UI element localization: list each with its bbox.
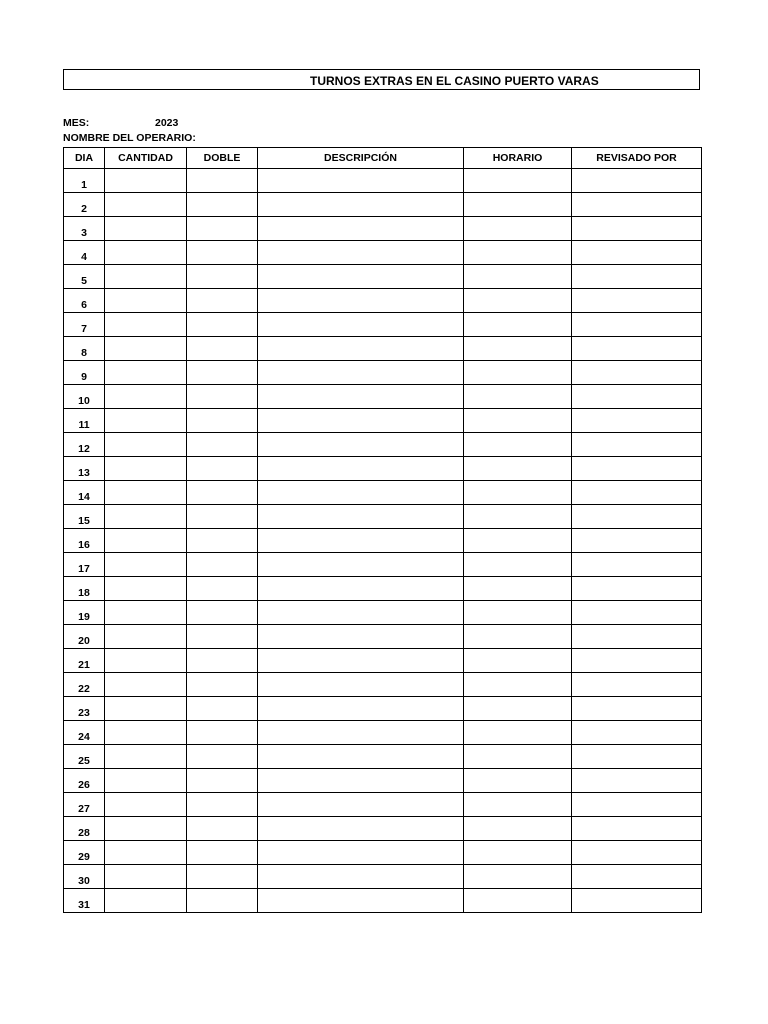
descripcion-cell[interactable] <box>258 457 464 481</box>
descripcion-cell[interactable] <box>258 481 464 505</box>
day-number: 11 <box>64 409 105 433</box>
revisado-por-cell[interactable] <box>572 193 702 217</box>
horario-cell[interactable] <box>464 361 572 385</box>
horario-cell[interactable] <box>464 769 572 793</box>
doble-cell[interactable] <box>187 193 258 217</box>
horario-cell[interactable] <box>464 313 572 337</box>
doble-cell[interactable] <box>187 265 258 289</box>
revisado-por-cell[interactable] <box>572 265 702 289</box>
descripcion-cell[interactable] <box>258 697 464 721</box>
table-row <box>64 241 702 265</box>
revisado-por-cell[interactable] <box>572 553 702 577</box>
cantidad-cell[interactable] <box>105 769 187 793</box>
descripcion-cell[interactable] <box>258 769 464 793</box>
cantidad-cell[interactable] <box>105 457 187 481</box>
horario-cell[interactable] <box>464 889 572 913</box>
day-number: 25 <box>64 745 105 769</box>
revisado-por-cell[interactable] <box>572 529 702 553</box>
doble-cell[interactable] <box>187 505 258 529</box>
descripcion-cell[interactable] <box>258 193 464 217</box>
table-row <box>64 529 702 553</box>
table-row <box>64 361 702 385</box>
doble-cell[interactable] <box>187 409 258 433</box>
horario-cell[interactable] <box>464 601 572 625</box>
doble-cell[interactable] <box>187 721 258 745</box>
revisado-por-cell[interactable] <box>572 889 702 913</box>
revisado-por-cell[interactable] <box>572 769 702 793</box>
revisado-por-cell[interactable] <box>572 745 702 769</box>
cantidad-cell[interactable] <box>105 865 187 889</box>
revisado-por-cell[interactable] <box>572 841 702 865</box>
cantidad-cell[interactable] <box>105 673 187 697</box>
table-row <box>64 625 702 649</box>
doble-cell[interactable] <box>187 385 258 409</box>
horario-cell[interactable] <box>464 793 572 817</box>
horario-cell[interactable] <box>464 481 572 505</box>
horario-cell[interactable] <box>464 817 572 841</box>
revisado-por-cell[interactable] <box>572 793 702 817</box>
table-row <box>64 169 702 193</box>
day-number: 13 <box>64 457 105 481</box>
revisado-por-cell[interactable] <box>572 169 702 193</box>
doble-cell[interactable] <box>187 457 258 481</box>
descripcion-cell[interactable] <box>258 529 464 553</box>
column-header-cantidad: CANTIDAD <box>105 148 187 169</box>
cantidad-cell[interactable] <box>105 841 187 865</box>
horario-cell[interactable] <box>464 505 572 529</box>
doble-cell[interactable] <box>187 793 258 817</box>
doble-cell[interactable] <box>187 865 258 889</box>
column-header-dia: DIA <box>64 148 105 169</box>
table-row <box>64 841 702 865</box>
table-row <box>64 577 702 601</box>
table-row <box>64 217 702 241</box>
horario-cell[interactable] <box>464 337 572 361</box>
revisado-por-cell[interactable] <box>572 865 702 889</box>
descripcion-cell[interactable] <box>258 505 464 529</box>
cantidad-cell[interactable] <box>105 241 187 265</box>
revisado-por-cell[interactable] <box>572 337 702 361</box>
revisado-por-cell[interactable] <box>572 625 702 649</box>
cantidad-cell[interactable] <box>105 601 187 625</box>
table-row <box>64 337 702 361</box>
column-header-doble: DOBLE <box>187 148 258 169</box>
table-row <box>64 793 702 817</box>
day-number: 16 <box>64 529 105 553</box>
descripcion-cell[interactable] <box>258 889 464 913</box>
doble-cell[interactable] <box>187 745 258 769</box>
cantidad-cell[interactable] <box>105 169 187 193</box>
doble-cell[interactable] <box>187 769 258 793</box>
shifts-table <box>63 147 702 913</box>
descripcion-cell[interactable] <box>258 601 464 625</box>
descripcion-cell[interactable] <box>258 721 464 745</box>
revisado-por-cell[interactable] <box>572 721 702 745</box>
descripcion-cell[interactable] <box>258 217 464 241</box>
page-title: TURNOS EXTRAS EN EL CASINO PUERTO VARAS <box>310 74 599 88</box>
revisado-por-cell[interactable] <box>572 601 702 625</box>
horario-cell[interactable] <box>464 289 572 313</box>
doble-cell[interactable] <box>187 553 258 577</box>
column-header-descripcion: DESCRIPCIÓN <box>258 148 464 169</box>
descripcion-cell[interactable] <box>258 169 464 193</box>
doble-cell[interactable] <box>187 337 258 361</box>
horario-cell[interactable] <box>464 697 572 721</box>
revisado-por-cell[interactable] <box>572 577 702 601</box>
table-row <box>64 769 702 793</box>
descripcion-cell[interactable] <box>258 265 464 289</box>
cantidad-cell[interactable] <box>105 265 187 289</box>
cantidad-cell[interactable] <box>105 217 187 241</box>
table-row <box>64 265 702 289</box>
table-row <box>64 505 702 529</box>
column-header-horario: HORARIO <box>464 148 572 169</box>
descripcion-cell[interactable] <box>258 361 464 385</box>
day-number: 15 <box>64 505 105 529</box>
horario-cell[interactable] <box>464 577 572 601</box>
table-row <box>64 193 702 217</box>
cantidad-cell[interactable] <box>105 505 187 529</box>
doble-cell[interactable] <box>187 625 258 649</box>
horario-cell[interactable] <box>464 529 572 553</box>
table-row <box>64 889 702 913</box>
table-row <box>64 289 702 313</box>
horario-cell[interactable] <box>464 625 572 649</box>
day-number: 24 <box>64 721 105 745</box>
horario-cell[interactable] <box>464 241 572 265</box>
cantidad-cell[interactable] <box>105 361 187 385</box>
descripcion-cell[interactable] <box>258 577 464 601</box>
day-number: 20 <box>64 625 105 649</box>
day-number: 31 <box>64 889 105 913</box>
day-number: 27 <box>64 793 105 817</box>
doble-cell[interactable] <box>187 673 258 697</box>
cantidad-cell[interactable] <box>105 625 187 649</box>
table-row <box>64 697 702 721</box>
doble-cell[interactable] <box>187 697 258 721</box>
cantidad-cell[interactable] <box>105 889 187 913</box>
revisado-por-cell[interactable] <box>572 697 702 721</box>
day-number: 30 <box>64 865 105 889</box>
day-number: 8 <box>64 337 105 361</box>
horario-cell[interactable] <box>464 865 572 889</box>
doble-cell[interactable] <box>187 433 258 457</box>
cantidad-cell[interactable] <box>105 793 187 817</box>
day-number: 3 <box>64 217 105 241</box>
descripcion-cell[interactable] <box>258 817 464 841</box>
doble-cell[interactable] <box>187 649 258 673</box>
revisado-por-cell[interactable] <box>572 457 702 481</box>
table-row <box>64 865 702 889</box>
descripcion-cell[interactable] <box>258 649 464 673</box>
doble-cell[interactable] <box>187 217 258 241</box>
horario-cell[interactable] <box>464 265 572 289</box>
revisado-por-cell[interactable] <box>572 313 702 337</box>
doble-cell[interactable] <box>187 889 258 913</box>
horario-cell[interactable] <box>464 745 572 769</box>
horario-cell[interactable] <box>464 649 572 673</box>
cantidad-cell[interactable] <box>105 337 187 361</box>
horario-cell[interactable] <box>464 457 572 481</box>
table-row <box>64 481 702 505</box>
revisado-por-cell[interactable] <box>572 241 702 265</box>
revisado-por-cell[interactable] <box>572 385 702 409</box>
horario-cell[interactable] <box>464 217 572 241</box>
cantidad-cell[interactable] <box>105 481 187 505</box>
revisado-por-cell[interactable] <box>572 409 702 433</box>
revisado-por-cell[interactable] <box>572 361 702 385</box>
doble-cell[interactable] <box>187 529 258 553</box>
table-row <box>64 409 702 433</box>
cantidad-cell[interactable] <box>105 553 187 577</box>
table-row <box>64 817 702 841</box>
day-number: 22 <box>64 673 105 697</box>
descripcion-cell[interactable] <box>258 553 464 577</box>
doble-cell[interactable] <box>187 313 258 337</box>
horario-cell[interactable] <box>464 553 572 577</box>
descripcion-cell[interactable] <box>258 241 464 265</box>
descripcion-cell[interactable] <box>258 793 464 817</box>
day-number: 18 <box>64 577 105 601</box>
table-row <box>64 601 702 625</box>
day-number: 2 <box>64 193 105 217</box>
descripcion-cell[interactable] <box>258 841 464 865</box>
day-number: 1 <box>64 169 105 193</box>
revisado-por-cell[interactable] <box>572 289 702 313</box>
cantidad-cell[interactable] <box>105 721 187 745</box>
header-row <box>64 148 702 169</box>
day-number: 9 <box>64 361 105 385</box>
doble-cell[interactable] <box>187 481 258 505</box>
doble-cell[interactable] <box>187 241 258 265</box>
doble-cell[interactable] <box>187 601 258 625</box>
cantidad-cell[interactable] <box>105 649 187 673</box>
column-header-revisado-por: REVISADO POR <box>572 148 702 169</box>
descripcion-cell[interactable] <box>258 409 464 433</box>
cantidad-cell[interactable] <box>105 817 187 841</box>
day-number: 23 <box>64 697 105 721</box>
table-row <box>64 745 702 769</box>
year-value: 2023 <box>155 117 179 129</box>
day-number: 14 <box>64 481 105 505</box>
cantidad-cell[interactable] <box>105 193 187 217</box>
table-row <box>64 433 702 457</box>
cantidad-cell[interactable] <box>105 409 187 433</box>
table-row <box>64 553 702 577</box>
day-number: 12 <box>64 433 105 457</box>
day-number: 29 <box>64 841 105 865</box>
descripcion-cell[interactable] <box>258 433 464 457</box>
horario-cell[interactable] <box>464 169 572 193</box>
cantidad-cell[interactable] <box>105 745 187 769</box>
doble-cell[interactable] <box>187 289 258 313</box>
horario-cell[interactable] <box>464 193 572 217</box>
revisado-por-cell[interactable] <box>572 649 702 673</box>
descripcion-cell[interactable] <box>258 865 464 889</box>
doble-cell[interactable] <box>187 577 258 601</box>
horario-cell[interactable] <box>464 841 572 865</box>
doble-cell[interactable] <box>187 361 258 385</box>
descripcion-cell[interactable] <box>258 337 464 361</box>
cantidad-cell[interactable] <box>105 529 187 553</box>
revisado-por-cell[interactable] <box>572 817 702 841</box>
table-row <box>64 673 702 697</box>
table-row <box>64 649 702 673</box>
day-number: 26 <box>64 769 105 793</box>
day-number: 21 <box>64 649 105 673</box>
cantidad-cell[interactable] <box>105 433 187 457</box>
horario-cell[interactable] <box>464 433 572 457</box>
cantidad-cell[interactable] <box>105 577 187 601</box>
descripcion-cell[interactable] <box>258 745 464 769</box>
day-number: 4 <box>64 241 105 265</box>
day-number: 19 <box>64 601 105 625</box>
operario-label: NOMBRE DEL OPERARIO: <box>63 132 196 144</box>
day-number: 7 <box>64 313 105 337</box>
doble-cell[interactable] <box>187 169 258 193</box>
day-number: 5 <box>64 265 105 289</box>
revisado-por-cell[interactable] <box>572 481 702 505</box>
descripcion-cell[interactable] <box>258 313 464 337</box>
descripcion-cell[interactable] <box>258 625 464 649</box>
day-number: 17 <box>64 553 105 577</box>
table-row <box>64 313 702 337</box>
cantidad-cell[interactable] <box>105 289 187 313</box>
day-number: 28 <box>64 817 105 841</box>
horario-cell[interactable] <box>464 673 572 697</box>
table-row <box>64 385 702 409</box>
day-number: 10 <box>64 385 105 409</box>
revisado-por-cell[interactable] <box>572 505 702 529</box>
descripcion-cell[interactable] <box>258 289 464 313</box>
revisado-por-cell[interactable] <box>572 433 702 457</box>
table-row <box>64 721 702 745</box>
revisado-por-cell[interactable] <box>572 217 702 241</box>
revisado-por-cell[interactable] <box>572 673 702 697</box>
cantidad-cell[interactable] <box>105 385 187 409</box>
table-row <box>64 457 702 481</box>
descripcion-cell[interactable] <box>258 385 464 409</box>
horario-cell[interactable] <box>464 409 572 433</box>
cantidad-cell[interactable] <box>105 313 187 337</box>
day-number: 6 <box>64 289 105 313</box>
cantidad-cell[interactable] <box>105 697 187 721</box>
doble-cell[interactable] <box>187 817 258 841</box>
horario-cell[interactable] <box>464 385 572 409</box>
mes-label: MES: <box>63 117 90 129</box>
horario-cell[interactable] <box>464 721 572 745</box>
descripcion-cell[interactable] <box>258 673 464 697</box>
doble-cell[interactable] <box>187 841 258 865</box>
